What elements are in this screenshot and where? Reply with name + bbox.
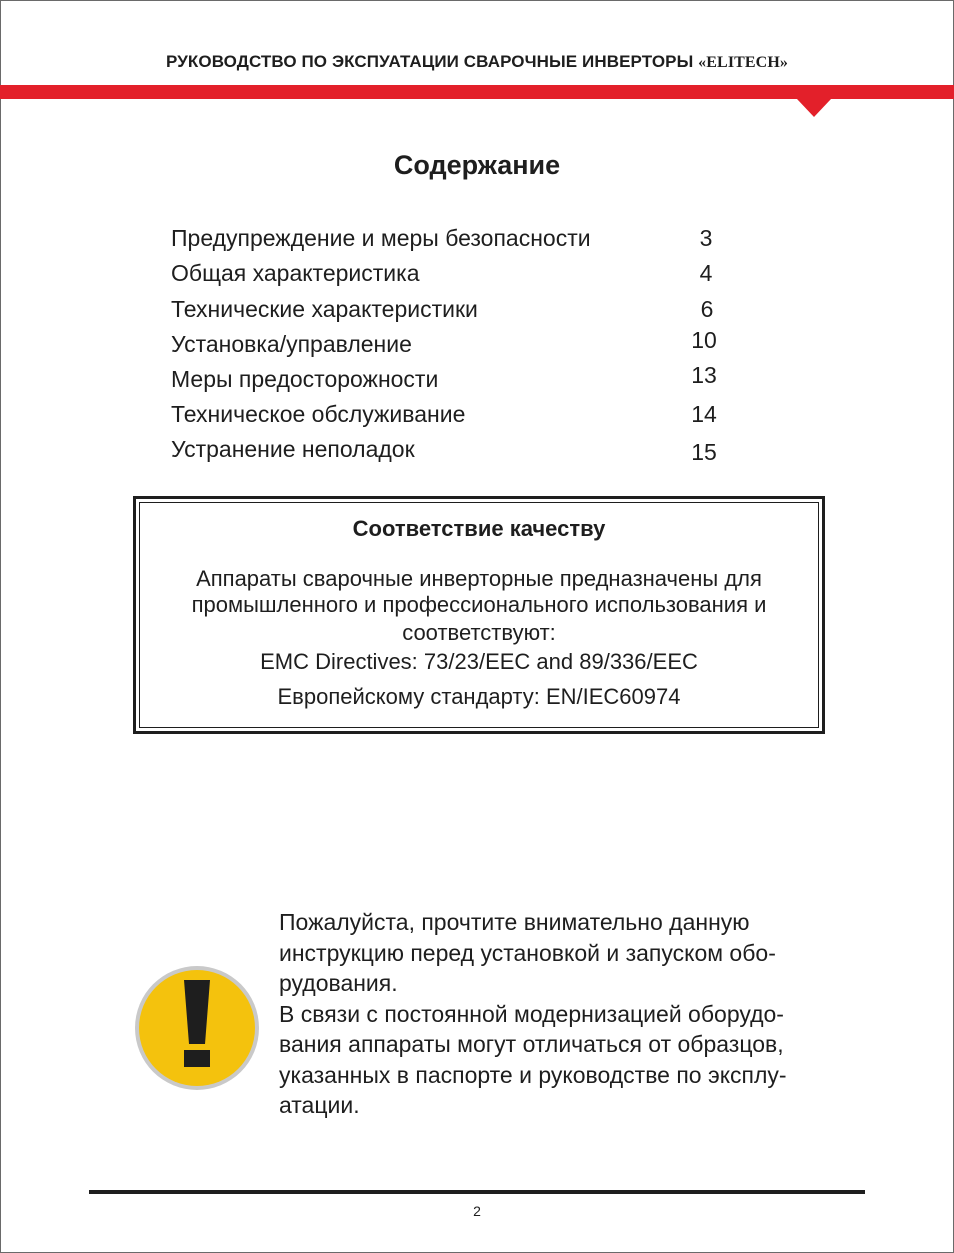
toc-item-page: 4 bbox=[699, 260, 713, 286]
notice-line: атации. bbox=[279, 1092, 360, 1118]
toc-heading: Содержание bbox=[393, 150, 561, 180]
header-brand: «ELITECH» bbox=[698, 54, 788, 71]
notice-line: рудования. bbox=[279, 970, 398, 996]
toc-item-label: Техническое обслуживание bbox=[171, 401, 466, 427]
page-number: 2 bbox=[473, 1203, 481, 1219]
quality-line: промышленного и профессионального использования и bbox=[191, 592, 767, 617]
toc-item-label: Меры предосторожности bbox=[171, 366, 439, 392]
toc-item[interactable] bbox=[171, 225, 731, 255]
toc-item-page: 15 bbox=[691, 439, 717, 465]
toc-item-page: 10 bbox=[691, 327, 717, 353]
warning-exclamation-icon bbox=[133, 964, 261, 1092]
toc-item-label: Устранение неполадок bbox=[171, 436, 415, 462]
toc-item[interactable] bbox=[171, 296, 731, 326]
notice-line: В связи с постоянной модернизацией оборудо- bbox=[279, 1000, 784, 1027]
notice-line: вания аппараты могут отличаться от образцов, bbox=[279, 1031, 784, 1057]
toc-item-label: Установка/управление bbox=[171, 331, 412, 357]
notice-line: Пожалуйста, прочтите внимательно данную bbox=[279, 909, 750, 935]
toc-item-label: Предупреждение и меры безопасности bbox=[171, 225, 591, 251]
toc-item-page: 3 bbox=[699, 225, 713, 251]
toc-item-page: 13 bbox=[691, 362, 717, 388]
header-chevron-icon bbox=[797, 99, 831, 117]
quality-line: EMC Directives: 73/23/EEC and 89/336/EEC bbox=[260, 649, 698, 674]
toc-item[interactable] bbox=[171, 401, 731, 431]
header-title bbox=[0, 52, 954, 72]
quality-inner-border bbox=[139, 502, 819, 728]
toc-item-page: 14 bbox=[691, 401, 717, 427]
notice-line: инструкцию перед установкой и запуском обо- bbox=[279, 939, 776, 966]
quality-line: Аппараты сварочные инверторные предназначены для bbox=[196, 566, 762, 591]
quality-line: Европейскому стандарту: EN/IEC60974 bbox=[277, 684, 681, 709]
toc-item-page: 6 bbox=[700, 296, 714, 322]
notice-text bbox=[279, 907, 859, 1121]
header-title-text: РУКОВОДСТВО ПО ЭКСПУАТАЦИИ СВАРОЧНЫЕ ИНВЕРТОРЫ bbox=[166, 52, 694, 71]
toc-item[interactable] bbox=[171, 260, 731, 290]
toc-item[interactable] bbox=[171, 436, 731, 466]
footer-rule bbox=[89, 1190, 865, 1194]
notice-line: указанных в паспорте и руководстве по эксплу- bbox=[279, 1061, 787, 1088]
toc-item-label: Технические характеристики bbox=[171, 296, 478, 322]
quality-line: соответствуют: bbox=[402, 620, 556, 645]
toc-item[interactable] bbox=[171, 362, 731, 395]
quality-box bbox=[133, 496, 825, 734]
quality-title: Соответствие качеству bbox=[352, 516, 606, 541]
toc-item-label: Общая характеристика bbox=[171, 260, 420, 286]
toc-item[interactable] bbox=[171, 327, 731, 360]
